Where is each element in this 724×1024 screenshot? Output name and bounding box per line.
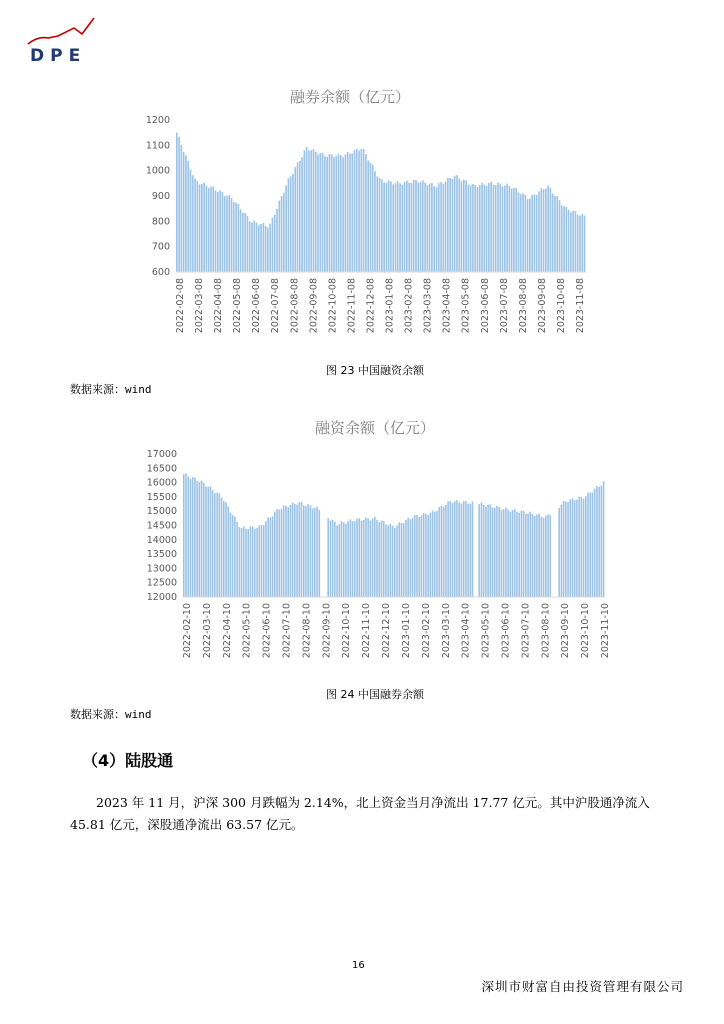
x-tick-label: 2022-02-10 [182,603,193,659]
chart-bar [185,473,187,597]
x-tick-label: 2022-05-10 [241,603,253,659]
x-tick-label: 2023-02-10 [420,603,432,659]
x-tick-label: 2023-03-08 [422,278,434,334]
chart-bar [252,526,254,597]
x-tick-label: 2023-04-08 [441,278,453,334]
chart-bar [372,519,374,597]
x-tick-label: 2022-10-10 [341,603,353,659]
chart-bar [523,511,525,597]
chart-bar [549,515,551,597]
chart-bar [398,522,400,597]
x-tick-label: 2022-06-08 [251,278,263,334]
chart-bar [418,517,420,597]
chart-bar [561,505,563,597]
chart-bar [481,503,483,597]
chart-bar [261,525,263,597]
chart-bar [230,512,232,597]
chart-bar [396,525,398,597]
x-tick-label: 2023-10-08 [556,278,567,334]
x-tick-label: 2023-06-10 [500,603,512,659]
y-tick-label: 17000 [146,449,177,460]
chart-bar [492,507,494,597]
chart-bar [394,528,396,597]
chart-bar [221,498,223,597]
x-tick-label: 2022-11-08 [346,278,358,334]
page-number: 16 [352,960,365,971]
chart-bar [494,508,496,597]
x-tick-label: 2022-08-10 [301,603,313,659]
chart-title: 融资余额（亿元） [314,419,436,437]
chart-bar [461,504,463,597]
x-tick-label: 2023-02-08 [403,278,415,334]
chart-bar [263,525,265,597]
chart-bar [354,521,356,597]
chart-bar [370,520,372,597]
chart-bar [436,511,438,597]
chart-bar [538,514,540,597]
chart-bar [427,515,429,597]
chart-bar [518,513,520,597]
chart-bar [219,493,221,597]
chart-bar [572,498,574,597]
chart-bar [279,510,281,597]
chart-bar [501,510,503,597]
chart-bar [441,506,443,597]
chart-bar [236,522,238,597]
x-tick-label: 2022-07-10 [281,603,293,659]
chart-bar [223,501,225,597]
x-tick-label: 2023-06-08 [479,278,491,334]
chart-bar [199,482,201,597]
chart-bar [334,522,336,597]
y-tick-label: 800 [151,216,170,228]
chart-bar [452,503,454,597]
chart-bar [472,501,474,597]
chart-bar [503,509,505,597]
chart-bar [487,505,489,597]
chart-bar [390,524,392,597]
chart-bar [565,501,567,597]
y-tick-label: 14000 [146,534,177,546]
chart-title: 融券余额（亿元） [289,88,411,106]
chart-bar [376,520,378,597]
chart-bar [578,497,580,597]
y-tick-label: 16000 [146,477,177,489]
chart-bar [190,479,192,597]
x-tick-label: 2023-11-08 [575,278,586,334]
x-tick-label: 2022-08-08 [289,278,301,334]
company-name: 深圳市财富自由投资管理有限公司 [481,979,684,994]
chart-bar [574,500,576,597]
chart-bar [490,504,492,597]
chart-bar [432,511,434,597]
chart-bar [203,483,205,597]
chart-bar [423,513,425,597]
chart-bar [534,516,536,597]
section-heading: （4）陆股通 [82,751,174,770]
chart-bar [214,493,216,597]
chart-bar [414,515,416,597]
chart-bar [225,502,227,597]
chart-bar [347,521,349,597]
chart-bar [272,516,274,597]
chart-bar [421,516,423,598]
chart-bar [483,505,485,597]
chart-bar [307,504,309,597]
figure-caption: 图 23 中国融资余额 [326,364,424,377]
y-tick-label: 13500 [146,549,177,561]
chart-bar [410,519,412,597]
chart-bar [463,501,465,597]
x-tick-label: 2023-11-10 [600,603,611,659]
x-tick-label: 2022-03-08 [194,278,205,334]
chart-bar [543,518,545,597]
chart-bar [527,513,529,597]
x-tick-label: 2022-04-08 [213,278,225,334]
chart-bar [201,481,203,597]
chart-bar [303,505,305,597]
chart-bar [192,477,194,597]
x-tick-label: 2023-03-10 [440,603,452,659]
chart-bar [525,514,527,597]
chart-bar [332,520,334,597]
chart-bar [343,522,345,597]
chart-bar [601,486,603,597]
chart-bar [434,512,436,597]
chart-bar [407,518,409,597]
chart-bar [585,496,587,597]
chart-bar [281,509,283,597]
chart-bar [254,529,256,597]
chart-bar [265,521,267,597]
chart-bar [596,486,598,597]
chart-bar [598,487,600,597]
chart-bar [270,517,272,597]
data-source: 数据来源：wind [70,383,152,396]
chart-bar [450,501,452,597]
chart-bar [583,499,585,597]
chart-bar [416,515,418,597]
x-tick-label: 2023-01-10 [401,603,412,659]
chart-bar [301,502,303,597]
x-tick-label: 2023-08-10 [540,603,552,659]
chart-bar [212,490,214,597]
chart-bar [392,526,394,597]
chart-bar [227,506,229,597]
x-tick-label: 2023-07-10 [520,603,532,659]
chart-bar [292,503,294,597]
chart-bar [465,501,467,597]
chart-bar [367,518,369,597]
chart-bar [505,508,507,597]
chart-bar [316,507,318,597]
chart-bar [516,512,518,597]
logo-text: DPE [30,46,87,66]
x-tick-label: 2023-07-08 [498,278,510,334]
y-tick-label: 14500 [146,520,177,532]
x-tick-label: 2022-05-08 [232,278,244,334]
chart-bar [183,474,185,597]
chart-bar [509,512,511,597]
chart-bar [383,521,385,597]
x-tick-label: 2023-05-08 [460,278,472,334]
chart-bar [298,502,300,597]
chart-bar [216,493,218,597]
chart-bar [305,506,307,597]
chart-bar [514,509,516,597]
chart-bar [232,515,234,597]
y-tick-label: 13000 [146,563,177,575]
chart-bar [485,507,487,597]
x-tick-label: 2023-09-08 [536,278,548,334]
y-tick-label: 16500 [146,463,177,475]
chart-bar [256,528,258,597]
chart-bar [356,519,358,597]
chart-bar [592,493,594,597]
chart-bar [194,478,196,597]
x-tick-label: 2023-04-10 [460,603,472,659]
chart-bar [412,518,414,597]
chart-bar [445,505,447,597]
x-tick-label: 2022-02-08 [175,278,186,334]
chart-bar [345,524,347,597]
x-tick-label: 2023-08-08 [517,278,529,334]
data-source: 数据来源：wind [70,708,152,721]
chart-bar [447,501,449,597]
chart-bar [350,519,352,597]
chart-bar [285,506,287,597]
chart-bar [247,529,249,597]
chart-bar [290,505,292,597]
chart-bar [403,523,405,597]
chart-bar [443,507,445,597]
chart-bar [603,481,605,597]
x-tick-label: 2022-11-10 [361,603,373,659]
chart-bar [310,505,312,597]
chart-bar [196,481,198,597]
y-tick-label: 12500 [146,577,177,589]
chart-bar [385,525,387,597]
chart-bar [243,527,245,597]
x-tick-label: 2022-10-08 [327,278,339,334]
chart-bar [547,514,549,597]
chart-bar [470,504,472,597]
body-paragraph: 2023 年 11 月，沪深 300 月跌幅为 2.14%，北上资金当月净流出 17.77 亿元。其中沪股通净流入 45.81 亿元，深股通净流出 63.57 亿元。 [70,795,650,832]
chart-bar [341,521,343,597]
chart-bar [594,489,596,597]
chart-bar [405,520,407,597]
chart-bar [532,514,534,597]
chart-bar [283,505,285,597]
chart-bar [330,520,332,597]
chart-bar [274,512,276,597]
y-tick-label: 1000 [145,165,170,177]
chart-bar [374,517,376,597]
chart-bar [541,516,543,597]
chart-bar [361,521,363,597]
y-tick-label: 600 [151,267,170,278]
chart-bar [363,520,365,597]
chart-bar [478,504,480,597]
chart-bar [558,508,560,597]
chart-bar [467,504,469,597]
chart-bar [245,529,247,597]
x-tick-label: 2023-10-10 [580,603,592,659]
chart-bar [512,510,514,597]
chart-bar [276,509,278,597]
x-tick-label: 2022-04-10 [221,603,233,659]
x-tick-label: 2022-12-10 [381,603,392,659]
chart-bar [294,504,296,597]
x-tick-label: 2023-09-10 [560,603,572,659]
chart-bar [521,511,523,597]
chart-bar [312,509,314,597]
y-tick-label: 12000 [146,592,177,603]
chart-bar [296,505,298,597]
x-tick-label: 2023-01-08 [384,278,396,334]
chart-bar [587,493,589,597]
chart-bar [352,521,354,597]
chart-bar [207,487,209,597]
y-tick-label: 900 [151,191,170,202]
chart-bar [336,525,338,597]
chart-bar [567,502,569,597]
chart-bar [496,506,498,597]
chart-bar [205,487,207,597]
y-tick-label: 1200 [145,115,170,126]
x-tick-label: 2022-07-08 [270,278,282,334]
x-tick-label: 2023-05-10 [480,603,492,659]
chart-bar [545,516,547,597]
chart-bar [581,497,583,597]
chart-bar [507,510,509,597]
chart-bar [569,499,571,597]
chart-bar [498,507,500,597]
chart-bar [241,528,243,597]
chart-bar [456,500,458,597]
chart-bar [576,500,578,597]
x-tick-label: 2022-09-08 [308,278,320,334]
chart-bar [589,493,591,597]
figure-caption: 图 24 中国融券余额 [326,688,424,701]
chart-bar [250,527,252,597]
chart-bar [401,523,403,597]
chart-bar [327,518,329,597]
y-tick-label: 700 [151,241,170,253]
x-tick-label: 2022-09-10 [321,603,333,659]
chart-bar [563,501,565,597]
chart-bar [425,514,427,597]
x-tick-label: 2022-06-10 [261,603,273,659]
chart-bar [454,501,456,597]
chart-bar [381,521,383,597]
chart-bar [529,512,531,597]
x-tick-label: 2022-12-08 [365,278,377,334]
chart-bar [358,518,360,597]
chart-bar [365,517,367,597]
chart-bar [318,510,320,597]
chart-bar [239,527,241,597]
chart-bar [378,522,380,597]
chart-bar [536,515,538,597]
chart-bar [338,524,340,597]
chart-bar [234,517,236,597]
y-tick-label: 15500 [146,491,177,503]
y-tick-label: 15000 [146,506,177,518]
chart-bar [287,507,289,597]
chart-bar [438,507,440,597]
chart-bar [187,476,189,597]
chart-bar [458,502,460,597]
chart-bar [259,525,261,597]
chart-bar [430,513,432,597]
x-tick-label: 2022-03-10 [201,603,213,659]
y-tick-label: 1100 [145,140,170,152]
chart-bar [210,487,212,597]
chart-bar [314,508,316,597]
chart-bar [267,517,269,597]
chart-bar [387,526,389,597]
